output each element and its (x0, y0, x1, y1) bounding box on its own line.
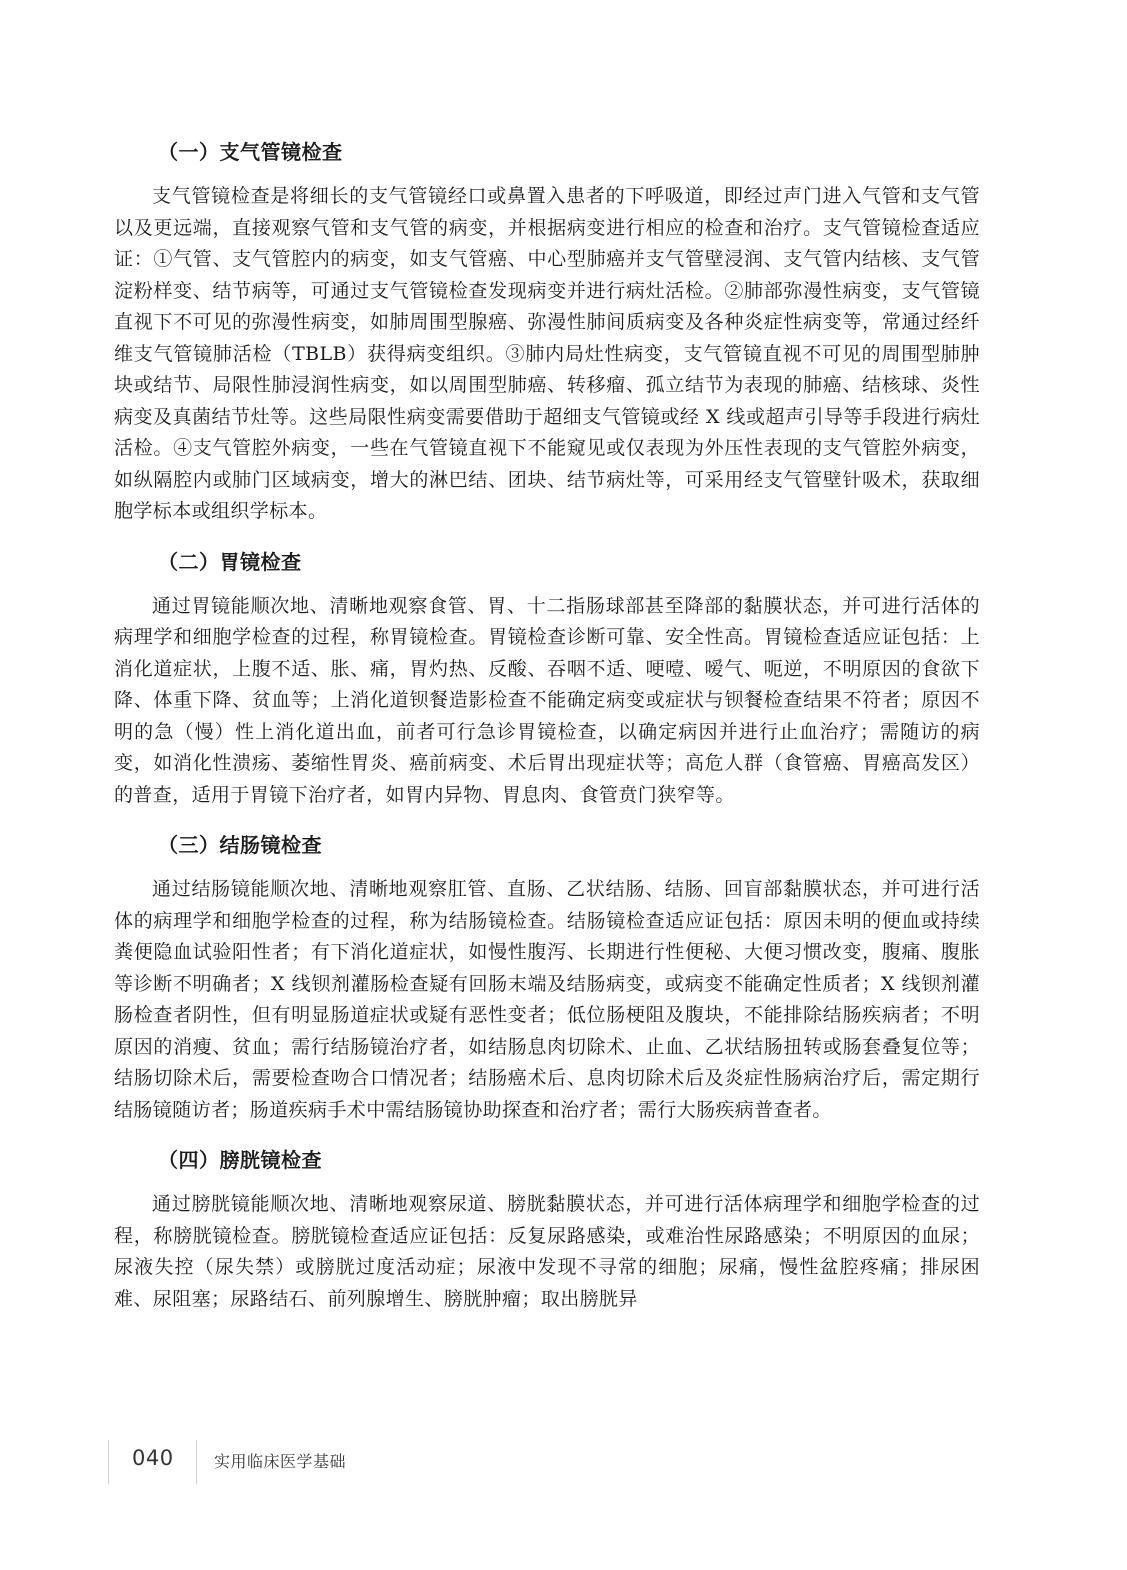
page-footer (108, 1440, 508, 1484)
section-heading-gastroscopy: （二）胃镜检查 (158, 549, 302, 574)
section-body-bronchoscopy: 支气管镜检查是将细长的支气管镜经口或鼻置入患者的下呼吸道，即经过声门进入气管和支气管以及更远端，直接观察气管和支气管的病变，并根据病变进行相应的检查和治疗。支气管镜检查适应证：①气管、支气管腔内的病变，如支气管癌、中心型肺癌并支气管壁浸润、支气管内结核、支气管淀粉样变、结节病等，可通过支气管镜检查发现病变并进行病灶活检。②肺部弥漫性病变，支气管镜直视下不可见的弥漫性病变，如肺周围型腺癌、弥漫性肺间质病变及各种炎症性病变等，常通过经纤维支气管镜肺活检（TBLB）获得病变组织。③肺内局灶性病变，支气管镜直视不可见的周围型肺肿块或结节、局限性肺浸润性病变，如以周围型肺癌、转移瘤、孤立结节为表现的肺癌、结核球、炎性病变及真菌结节灶等。这些局限性病变需要借助于超细支气管镜或经 X 线或超声引导等手段进行病灶活检。④支气管腔外病变，一些在气管镜直视下不能窥见或仅表现为外压性表现的支气管腔外病变，如纵隔腔内或肺门区域病变，增大的淋巴结、团块、结节病灶等，可采用经支气管壁针吸术，获取细胞学标本或组织学标本。 (114, 185, 980, 522)
book-title: 实用临床医学基础 (214, 1452, 347, 1471)
section-heading-colonoscopy: （三）结肠镜检查 (158, 833, 322, 857)
page-content (114, 134, 980, 1331)
section-body-gastroscopy: 通过胃镜能顺次地、清晰地观察食管、胃、十二指肠球部甚至降部的黏膜状态，并可进行活体的病理学和细胞学检查的过程，称胃镜检查。胃镜检查诊断可靠、安全性高。胃镜检查适应证包括：上消化道症状，上腹不适、胀、痛，胃灼热、反酸、吞咽不适、哽噎、嗳气、呃逆，不明原因的食欲下降、体重下降、贫血等；上消化道钡餐造影检查不能确定病变或症状与钡餐检查结果不符者；原因不明的急（慢）性上消化道出血，前者可行急诊胃镜检查，以确定病因并进行止血治疗；需随访的病变，如消化性溃疡、萎缩性胃炎、癌前病变、术后胃出现症状等；高危人群（食管癌、胃癌高发区）的普查，适用于胃镜下治疗者，如胃内异物、胃息肉、食管贲门狭窄等。 (114, 594, 980, 806)
section-heading-bronchoscopy: （一）支气管镜检查 (158, 140, 343, 164)
footer-divider-left (108, 1440, 109, 1484)
section-body-cystoscopy: 通过膀胱镜能顺次地、清晰地观察尿道、膀胱黏膜状态，并可进行活体病理学和细胞学检查的过程，称膀胱镜检查。膀胱镜检查适应证包括：反复尿路感染，或难治性尿路感染；不明原因的血尿；尿液失控（尿失禁）或膀胱过度活动症；尿液中发现不寻常的细胞；尿痛，慢性盆腔疼痛；排尿困难、尿阻塞；尿路结石、前列腺增生、膀胱肿瘤；取出膀胱异 (114, 1193, 980, 1310)
footer-divider-right (196, 1440, 197, 1484)
section-heading-cystoscopy: （四）膀胱镜检查 (158, 1148, 322, 1172)
section-body-colonoscopy: 通过结肠镜能顺次地、清晰地观察肛管、直肠、乙状结肠、结肠、回盲部黏膜状态，并可进行活体的病理学和细胞学检查的过程，称为结肠镜检查。结肠镜检查适应证包括：原因未明的便血或持续粪便隐血试验阳性者；有下消化道症状，如慢性腹泻、长期进行性便秘、大便习惯改变，腹痛、腹胀等诊断不明确者；X 线钡剂灌肠检查疑有回肠末端及结肠病变，或病变不能确定性质者；X 线钡剂灌肠检查者阴性，但有明显肠道症状或疑有恶性变者；低位肠梗阻及腹块，不能排除结肠疾病者；不明原因的消瘦、贫血；需行结肠镜治疗者，如结肠息肉切除术、止血、乙状结肠扭转或肠套叠复位等；结肠切除术后，需要检查吻合口情况者；结肠癌术后、息肉切除术后及炎症性肠病治疗后，需定期行结肠镜随访者；肠道疾病手术中需结肠镜协助探查和治疗者；需行大肠疾病普查者。 (114, 878, 980, 1121)
page-number: 040 (132, 1446, 174, 1470)
